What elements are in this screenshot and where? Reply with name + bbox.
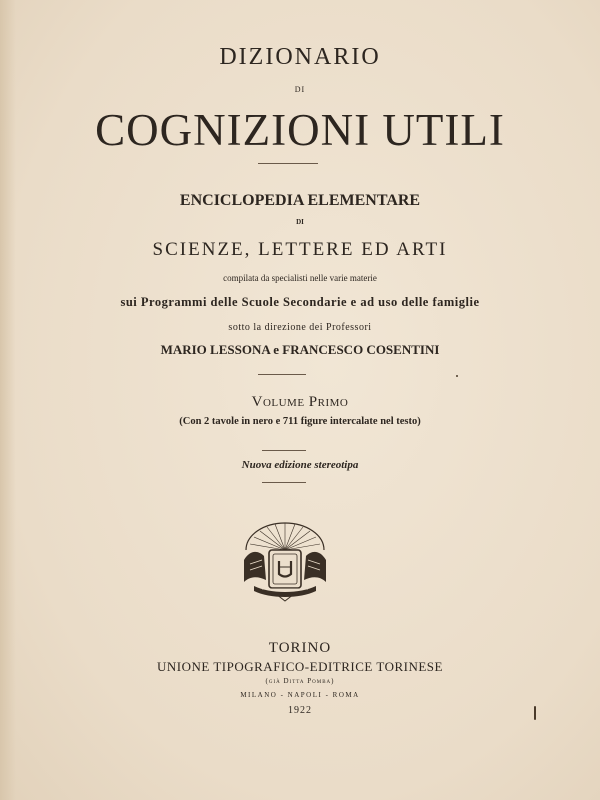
volume-label: Volume Primo <box>251 394 349 410</box>
edition-note: Nuova edizione stereotipa <box>241 459 359 471</box>
subtitle-encyclopedia: ENCICLOPEDIA ELEMENTARE <box>179 192 421 209</box>
editors: MARIO LESSONA e FRANCESCO COSENTINI <box>160 342 440 357</box>
imprint-formerly: (già Ditta Pomba) <box>265 677 335 685</box>
direction-note: sotto la direzione dei Professori <box>228 322 372 333</box>
divider-rule <box>258 163 318 164</box>
title-line-2: DI <box>294 85 306 94</box>
divider-rule <box>262 450 306 451</box>
programs-note: sui Programmi delle Scuole Secondarie e ad uso delle famiglie <box>120 295 480 309</box>
subtitle-di: DI <box>296 218 304 226</box>
title-line-1: DIZIONARIO <box>219 44 381 70</box>
subtitle-sciences: SCIENZE, LETTERE ED ARTI <box>152 239 448 260</box>
imprint-publisher: UNIONE TIPOGRAFICO-EDITRICE TORINESE <box>157 659 443 674</box>
compiled-note: compilata da specialisti nelle varie materie <box>223 273 377 283</box>
divider-rule <box>258 374 306 375</box>
divider-rule <box>262 482 306 483</box>
imprint-year: 1922 <box>288 705 312 716</box>
publisher-emblem-icon <box>236 520 334 602</box>
main-title: COGNIZIONI UTILI <box>95 105 505 155</box>
volume-note: (Con 2 tavole in nero e 711 figure intercalate nel testo) <box>179 416 421 427</box>
imprint-city: TORINO <box>268 640 332 656</box>
paper-speck <box>456 375 458 377</box>
paper-speck <box>534 706 536 720</box>
imprint-cities: MILANO - NAPOLI - ROMA <box>240 691 360 699</box>
